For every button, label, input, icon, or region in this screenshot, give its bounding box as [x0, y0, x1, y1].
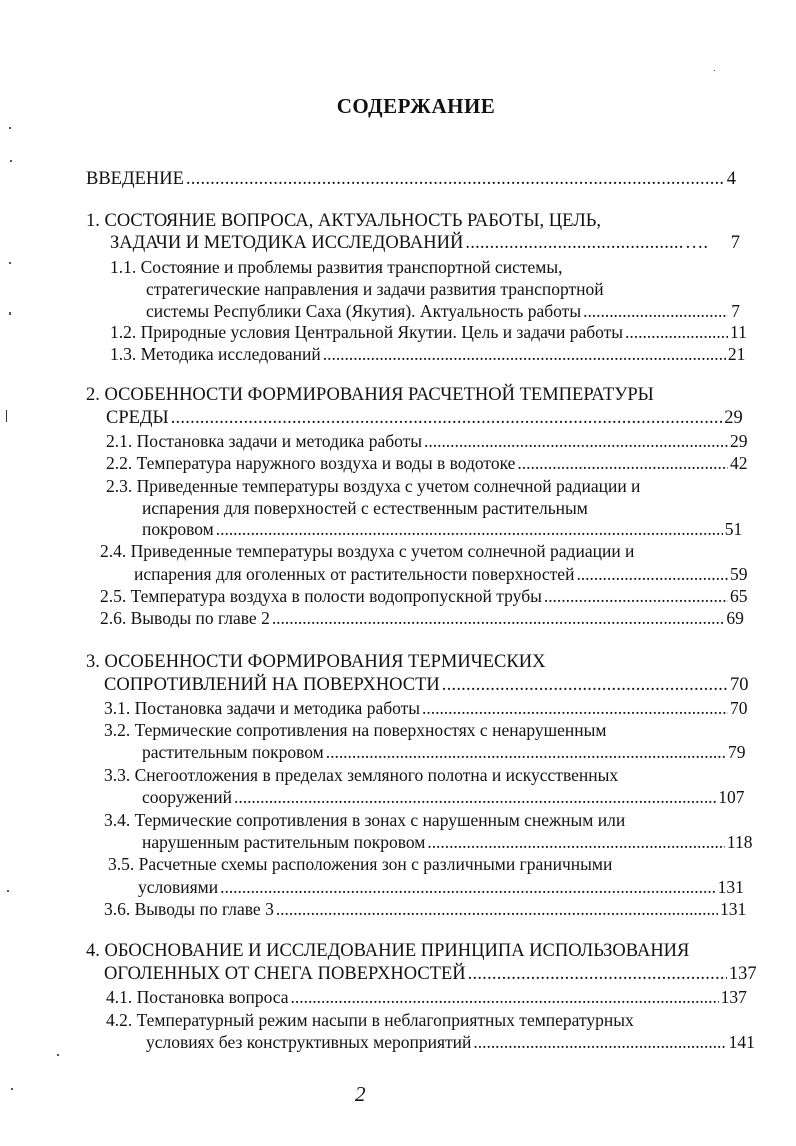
toc-label: условиями [138, 877, 219, 897]
toc-entry-2-1 [106, 430, 748, 452]
scan-speck [6, 410, 7, 422]
toc-page: 42 [730, 453, 748, 473]
toc-page: 29 [724, 408, 743, 428]
toc-page: 131 [720, 899, 747, 919]
toc-label: 2.2. Температура наружного воздуха и воды в водотоке [106, 453, 516, 473]
toc-entry-3-4 [142, 831, 753, 853]
toc-entry-3-6 [104, 898, 747, 920]
toc-page: 51 [724, 519, 743, 539]
leader-dots [625, 321, 728, 343]
scan-speck [9, 262, 11, 264]
toc-entry-ch1 [110, 232, 740, 254]
toc-label: ЗАДАЧИ И МЕТОДИКА ИССЛЕДОВАНИЙ [110, 233, 464, 253]
toc-label: СРЕДЫ [106, 408, 169, 428]
toc-label: испарения для оголенных от растительности поверхностей [134, 564, 575, 584]
toc-label: 3.6. Выводы по главе 3 [104, 899, 274, 919]
section-3-5-line1: 3.5. Расчетные схемы расположения зон с различными граничными [108, 854, 613, 874]
toc-label: нарушенным растительным покровом [142, 832, 426, 852]
section-1-1-line2: стратегические направления и задачи развития транспортной [146, 279, 604, 299]
leader-dots [465, 232, 683, 254]
section-3-3-line1: 3.3. Снегоотложения в пределах земляного полотна и искусственных [104, 765, 619, 785]
toc-page: 79 [727, 742, 746, 762]
toc-entry-2-2 [106, 452, 748, 474]
section-4-2-line1: 4.2. Температурный режим насыпи в неблагоприятных температурных [106, 1010, 634, 1030]
scan-speck [9, 312, 11, 315]
toc-label: 2.5. Температура воздуха в полости водопропускной трубы [100, 586, 542, 606]
toc-entry-2-4 [134, 563, 748, 585]
toc-entry-ch2 [106, 407, 743, 429]
toc-label: ВВЕДЕНИЕ [86, 169, 184, 189]
toc-page: 11 [730, 322, 747, 342]
toc-label-tail: …. [684, 233, 708, 253]
section-3-4-line1: 3.4. Термические сопротивления в зонах с нарушенным снежным или [104, 810, 626, 830]
toc-entry-1-2 [110, 321, 747, 343]
toc-page: 70 [730, 698, 748, 718]
leader-dots [427, 831, 725, 853]
toc-page: 59 [730, 564, 748, 584]
toc-entry-2-3 [142, 518, 743, 540]
chapter-3-heading: 3. ОСОБЕННОСТИ ФОРМИРОВАНИЯ ТЕРМИЧЕСКИХ [86, 652, 546, 672]
scan-speck [7, 890, 9, 892]
section-2-3-line1: 2.3. Приведенные температуры воздуха с учетом солнечной радиации и [106, 476, 641, 496]
toc-page: 65 [730, 586, 748, 606]
toc-label: 2.6. Выводы по главе 2 [100, 608, 270, 628]
leader-dots [291, 986, 719, 1008]
leader-dots [220, 876, 715, 898]
toc-label: сооружений [142, 787, 233, 807]
leader-dots [171, 407, 723, 429]
toc-label: 1.3. Методика исследований [110, 344, 321, 364]
toc-entry-intro [86, 168, 736, 190]
toc-page: 141 [728, 1032, 755, 1052]
leader-dots [234, 786, 716, 808]
toc-label: 4.1. Постановка вопроса [106, 987, 289, 1007]
leader-dots [544, 585, 728, 607]
toc-label: системы Республики Саха (Якутия). Актуальность работы [146, 301, 582, 321]
page-number: 2 [355, 1082, 366, 1106]
toc-entry-2-6 [100, 607, 744, 629]
section-2-3-line2: испарения для поверхностей с естественным растительным [142, 498, 588, 518]
leader-dots [468, 963, 727, 985]
leader-dots [422, 697, 728, 719]
toc-page: 137 [720, 987, 747, 1007]
chapter-4-heading: 4. ОБОСНОВАНИЕ И ИССЛЕДОВАНИЕ ПРИНЦИПА ИСПОЛЬЗОВАНИЯ [86, 941, 690, 961]
leader-dots [517, 452, 728, 474]
toc-label: растительным покровом [142, 742, 324, 762]
section-3-2-line1: 3.2. Термические сопротивления на поверхностях с ненарушенным [104, 720, 607, 740]
scan-speck [10, 160, 12, 162]
toc-page: 70 [730, 675, 749, 695]
toc-label: 3.1. Постановка задачи и методика работы [104, 698, 421, 718]
toc-entry-3-2 [142, 741, 746, 763]
leader-dots [186, 168, 724, 190]
leader-dots [276, 898, 718, 920]
leader-dots [583, 300, 728, 322]
toc-entry-ch3 [104, 674, 749, 696]
toc-label: 1.2. Природные условия Центральной Якутии. Цель и задачи работы [110, 322, 624, 342]
toc-label: ОГОЛЕННЫХ ОТ СНЕГА ПОВЕРХНОСТЕЙ [104, 964, 466, 984]
toc-page: 131 [717, 877, 744, 897]
toc-label: 2.1. Постановка задачи и методика работы [106, 431, 423, 451]
toc-entry-3-5 [138, 876, 744, 898]
toc-page: 7 [731, 301, 740, 321]
leader-dots [216, 518, 723, 540]
toc-page: 4 [726, 169, 736, 189]
leader-dots [442, 674, 728, 696]
toc-entry-3-3 [142, 786, 745, 808]
toc-page: 137 [728, 964, 757, 984]
toc-page: 7 [730, 233, 740, 253]
toc-entry-1-3 [110, 343, 746, 365]
toc-entry-ch4 [104, 963, 757, 985]
leader-dots [323, 343, 726, 365]
chapter-2-heading: 2. ОСОБЕННОСТИ ФОРМИРОВАНИЯ РАСЧЕТНОЙ ТЕМПЕРАТУРЫ [86, 385, 654, 405]
toc-page: 107 [718, 787, 745, 807]
toc-entry-4-1 [106, 986, 747, 1008]
toc-entry-3-1 [104, 697, 748, 719]
leader-dots [326, 741, 726, 763]
toc-page: 21 [727, 344, 746, 364]
toc-label: условиях без конструктивных мероприятий [146, 1032, 472, 1052]
scan-speck [714, 70, 715, 71]
leader-dots [272, 607, 725, 629]
toc-label: покровом [142, 519, 214, 539]
toc-page: 69 [726, 608, 744, 628]
toc-entry-2-5 [100, 585, 748, 607]
section-1-1-line1: 1.1. Состояние и проблемы развития транспортной системы, [110, 257, 563, 277]
toc-label: СОПРОТИВЛЕНИЙ НА ПОВЕРХНОСТИ [104, 675, 440, 695]
toc-page: 29 [730, 431, 748, 451]
section-2-4-line1: 2.4. Приведенные температуры воздуха с учетом солнечной радиации и [100, 541, 635, 561]
scan-speck [57, 1054, 59, 1056]
chapter-1-heading: 1. СОСТОЯНИЕ ВОПРОСА, АКТУАЛЬНОСТЬ РАБОТЫ, ЦЕЛЬ, [86, 211, 601, 231]
toc-entry-4-2 [146, 1031, 755, 1053]
scan-speck [11, 1088, 13, 1090]
toc-entry-1-1 [146, 300, 740, 322]
toc-page: 118 [726, 832, 753, 852]
page-title: СОДЕРЖАНИЕ [336, 94, 496, 118]
leader-dots [424, 430, 728, 452]
scan-speck [9, 127, 11, 129]
leader-dots [576, 563, 728, 585]
leader-dots [473, 1031, 726, 1053]
